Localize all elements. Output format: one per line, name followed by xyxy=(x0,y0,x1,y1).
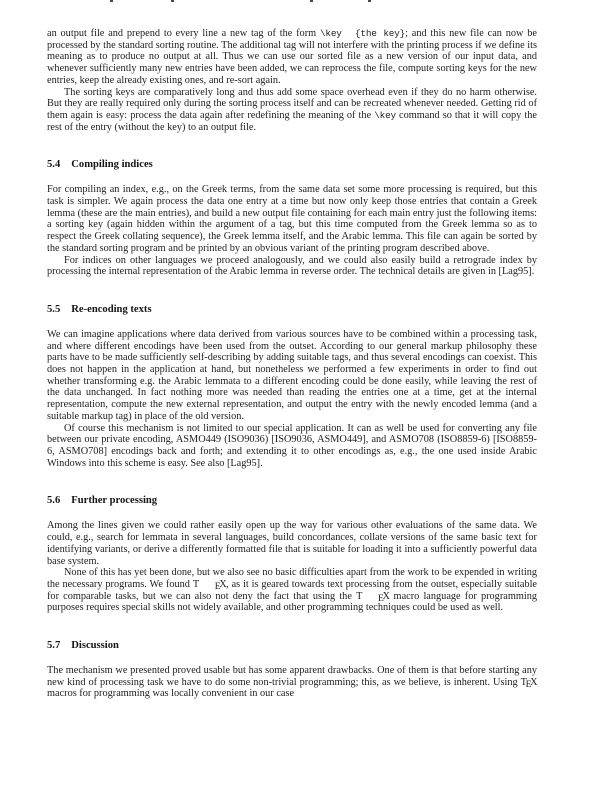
paragraph: an output file and prepend to every line a new tag of the form \key {the key}; and this new file can now be processed by the standard sorting routine. The additional tag will not interfere with the printing process if we define its meaning as to produce no output at all. Thus we can use our sorted file as a new version of our input data, and whenever sufficiently many new entries have been added, we can reprocess the file, compute sorting keys for the new entries, keep the already existing ones, and re-sort again. xyxy=(47,28,537,86)
paragraph: For compiling an index, e.g., on the Greek terms, from the same data set some more processing is required, but this task is simpler. We again process the data one entry at a time but now only keep those entries that contain a Greek lemma (these are the main entries), and build a new output file containing for each main entry just the following items: a sorting key (again hidden within the argument of a tag, but this time computed from the Greek lemma so as to respect the Greek collating sequence), the Greek lemma itself, and the Arabic lemma. This file can again be sorted by the standard sorting program and be printed by an obvious variant of the printing program described above. xyxy=(47,184,537,254)
section-title: Compiling indices xyxy=(71,159,153,171)
document-body xyxy=(47,28,537,700)
paragraph: The mechanism we presented proved usable but has some apparent drawbacks. One of them is that before starting any new kind of processing task we have to do some non-trivial programming; this, as we believe, is inherent. Using TEX macros for programming was locally convenient in our case xyxy=(47,665,537,700)
document-section xyxy=(47,28,537,133)
document-section xyxy=(47,159,537,278)
cropped-header-mark xyxy=(110,0,113,2)
document-section xyxy=(47,640,537,700)
section-number: 5.4 xyxy=(47,159,61,171)
cropped-header-mark xyxy=(171,0,174,2)
section-heading xyxy=(47,495,537,507)
paragraph: The sorting keys are comparatively long and thus add some space overhead even if they do no harm otherwise. But they are really required only during the sorting process itself and can be recreated whenever needed. Getting rid of them again is easy: process the data again after redefining the meaning of the \key command so that it will copy the rest of the entry (without the key) to an output file. xyxy=(47,86,537,133)
document-section xyxy=(47,495,537,614)
tex-logo: T EX xyxy=(356,590,390,604)
cropped-header-line xyxy=(0,0,612,4)
section-number: 5.7 xyxy=(47,640,61,652)
section-heading xyxy=(47,304,537,316)
paragraph: None of this has yet been done, but we also see no basic difficulties apart from the work to be expended in writing the necessary programs. We found T EX, as it is geared towards text processing from the outset, especially suitable for comparable tasks, but we can also not deny the fact that using the T EX macro language for programming purposes requires special skills not widely available, and other programming techniques could be used as well. xyxy=(47,567,537,614)
cropped-header-mark xyxy=(310,0,313,2)
section-number: 5.5 xyxy=(47,303,61,315)
section-title: Further processing xyxy=(71,495,158,507)
inline-code: \key {the key} xyxy=(319,28,406,39)
paragraph: For indices on other languages we proceed analogously, and we could also easily build a retrograde index by processing the internal representation of the Arabic lemma in reverse order. The technical details are given in [Lag95]. xyxy=(47,254,537,278)
section-heading xyxy=(47,640,537,652)
inline-code: \key xyxy=(374,109,396,121)
paragraph: Among the lines given we could rather easily open up the way for various other evaluations of the same data. We could, e.g., search for lemmata in several languages, build concordances, collate versions of the same basic text for identifying variants, or derive a differently formatted file that is suitable for loading it into a sufficiently powerful data base system. xyxy=(47,520,537,567)
tex-logo: TEX xyxy=(520,676,537,690)
cropped-header-mark xyxy=(368,0,371,2)
paragraph: We can imagine applications where data derived from various sources have to be combined within a processing task, and where different encodings have been used from the outset. According to our general markup philosophy these parts have to be made sufficiently self-describing by adding suitable tags, and thus several encodings can coexist. This does not happen in the application at hand, but nonetheless we performed a few experiments in order to find out whether transforming e.g. the Arabic lemmata to a different encoding could be done easily, while leaving the rest of the data unchanged. In fact nothing more was needed than reading the entries one at a time, get at the internal representation, compute the new external representation, and output the entry with the newly encoded lemma (and a suitable markup tag) in place of the old version. xyxy=(47,328,537,422)
tex-logo: T EX xyxy=(192,578,227,593)
document-section xyxy=(47,304,537,469)
section-title: Discussion xyxy=(71,640,119,652)
section-number: 5.6 xyxy=(47,495,61,507)
section-title: Re-encoding texts xyxy=(71,303,152,315)
paragraph: Of course this mechanism is not limited to our special application. It can as well be used for converting any file between our private encoding, ASMO449 (ISO9036) [ISO9036, ASMO449], and ASMO708 (ISO8859-6) [ISO8859-6, ASMO708] encodings back and forth; and extending it to other encodings as, e.g., the one used inside Arabic Windows into this scheme is easy. See also [Lag95]. xyxy=(47,422,537,469)
section-heading xyxy=(47,159,537,171)
